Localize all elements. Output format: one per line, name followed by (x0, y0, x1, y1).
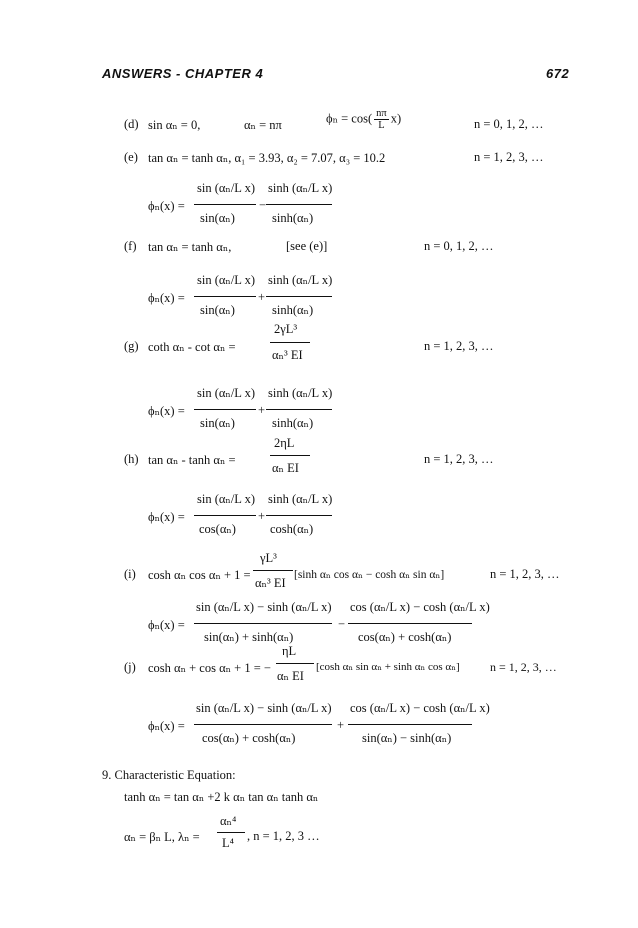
item-i-eq-lhs: cosh αₙ cos αₙ + 1 = (148, 568, 251, 582)
item-i-bar (253, 570, 293, 571)
problem9-eq2-num: αₙ⁴ (220, 814, 237, 828)
item-d-eq2: αₙ = nπ (244, 118, 282, 132)
item-d-phi-rhs: x) (390, 111, 402, 126)
phi-h-lhs: ϕₙ(x) = (148, 510, 185, 524)
item-i-range: n = 1, 2, 3, … (490, 567, 560, 581)
phi-e-num1: sin (αₙ/L x) (197, 181, 256, 195)
item-j-bar (276, 663, 314, 664)
page-header-title: ANSWERS - CHAPTER 4 (102, 66, 264, 81)
item-g-range: n = 1, 2, 3, … (424, 339, 494, 353)
phi-g-bar2 (266, 409, 332, 410)
item-j-num: ηL (282, 644, 297, 658)
item-e-range: n = 1, 2, 3, … (474, 150, 544, 164)
phi-i-bar2 (348, 623, 472, 624)
item-f-range: n = 0, 1, 2, … (424, 239, 494, 253)
item-h-num: 2ηL (274, 436, 295, 450)
phi-i-lhs: ϕₙ(x) = (148, 618, 185, 632)
page-number: 672 (546, 66, 570, 81)
phi-e-bar2 (266, 204, 332, 205)
phi-g-lhs: ϕₙ(x) = (148, 404, 185, 418)
item-h-den: αₙ EI (272, 461, 299, 475)
phi-g-op: + (258, 403, 266, 417)
item-i-eq-rhs: [sinh αₙ cos αₙ − cosh αₙ sin αₙ] (294, 569, 445, 581)
phi-j-op: + (337, 718, 345, 732)
problem9-eq1: tanh αₙ = tan αₙ +2 k αₙ tan αₙ tanh αₙ (124, 790, 319, 804)
phi-e-den2: sinh(αₙ) (272, 211, 314, 225)
phi-f-op: + (258, 290, 266, 304)
item-f-eq: tan αₙ = tanh αₙ, (148, 240, 232, 254)
item-g-bar (270, 342, 310, 343)
phi-f-lhs: ϕₙ(x) = (148, 291, 185, 305)
phi-i-num1: sin (αₙ/L x) − sinh (αₙ/L x) (196, 600, 332, 614)
phi-j-den2: sin(αₙ) − sinh(αₙ) (362, 731, 452, 745)
problem9-eq2-lhs: αₙ = βₙ L, λₙ = (124, 830, 200, 844)
item-j-den: αₙ EI (277, 669, 304, 683)
phi-f-den1: sin(αₙ) (200, 303, 235, 317)
phi-i-den1: sin(αₙ) + sinh(αₙ) (204, 630, 294, 644)
phi-f-bar2 (266, 296, 332, 297)
phi-h-bar2 (266, 515, 332, 516)
item-f-label: (f) (124, 239, 137, 253)
phi-h-den1: cos(αₙ) (199, 522, 236, 536)
phi-j-num2: cos (αₙ/L x) − cosh (αₙ/L x) (350, 701, 490, 715)
phi-f-num2: sinh (αₙ/L x) (268, 273, 333, 287)
phi-g-num1: sin (αₙ/L x) (197, 386, 256, 400)
problem9-title: 9. Characteristic Equation: (102, 768, 236, 782)
item-i-label: (i) (124, 567, 136, 581)
item-j-eq-rhs: [cosh αₙ sin αₙ + sinh αₙ cos αₙ] (316, 661, 460, 673)
phi-h-num2: sinh (αₙ/L x) (268, 492, 333, 506)
item-h-bar (270, 455, 310, 456)
item-d-phi-num: nπ (376, 108, 387, 119)
phi-f-den2: sinh(αₙ) (272, 303, 314, 317)
item-d-range: n = 0, 1, 2, … (474, 117, 544, 131)
item-d-label: (d) (124, 117, 139, 131)
item-g-label: (g) (124, 339, 139, 353)
phi-g-num2: sinh (αₙ/L x) (268, 386, 333, 400)
phi-f-bar1 (194, 296, 256, 297)
phi-i-op: − (338, 617, 346, 631)
item-d-eq1: sin αₙ = 0, (148, 118, 201, 132)
phi-e-bar1 (194, 204, 256, 205)
phi-i-bar1 (194, 623, 332, 624)
phi-j-bar1 (194, 724, 332, 725)
item-j-label: (j) (124, 660, 136, 674)
item-h-label: (h) (124, 452, 139, 466)
item-d-phi-lhs: ϕₙ = cos( (326, 111, 373, 126)
item-h-range: n = 1, 2, 3, … (424, 452, 494, 466)
phi-f-num1: sin (αₙ/L x) (197, 273, 256, 287)
phi-i-num2: cos (αₙ/L x) − cosh (αₙ/L x) (350, 600, 490, 614)
phi-e-lhs: ϕₙ(x) = (148, 199, 185, 213)
phi-h-bar1 (194, 515, 256, 516)
item-h-eq: tan αₙ - tanh αₙ = (148, 453, 236, 467)
item-d-phi-frac (374, 108, 389, 131)
item-j-eq-lhs: cosh αₙ + cos αₙ + 1 = − (148, 661, 271, 675)
phi-j-lhs: ϕₙ(x) = (148, 719, 185, 733)
phi-i-den2: cos(αₙ) + cosh(αₙ) (358, 630, 452, 644)
problem9-eq2-bar (217, 832, 245, 833)
item-d-phi (326, 108, 401, 131)
phi-g-bar1 (194, 409, 256, 410)
phi-g-den1: sin(αₙ) (200, 416, 235, 430)
item-d-phi-den: L (378, 120, 385, 131)
phi-j-den1: cos(αₙ) + cosh(αₙ) (202, 731, 296, 745)
phi-j-bar2 (348, 724, 472, 725)
item-j-range: n = 1, 2, 3, … (490, 660, 557, 674)
problem9-eq2-rhs: , n = 1, 2, 3 … (247, 829, 320, 843)
item-i-den: αₙ³ EI (255, 576, 286, 590)
item-e-label: (e) (124, 150, 138, 164)
phi-e-num2: sinh (αₙ/L x) (268, 181, 333, 195)
phi-h-den2: cosh(αₙ) (270, 522, 314, 536)
phi-e-op: − (259, 198, 267, 212)
item-g-eq: coth αₙ - cot αₙ = (148, 340, 236, 354)
item-i-num: γL³ (260, 551, 277, 565)
phi-j-num1: sin (αₙ/L x) − sinh (αₙ/L x) (196, 701, 332, 715)
item-e-eq: tan αₙ = tanh αₙ, α₁ = 3.93, α₂ = 7.07, α₃ = 10.2 (148, 151, 386, 165)
item-g-num: 2γL³ (274, 322, 298, 336)
item-f-note: [see (e)] (286, 239, 328, 253)
phi-h-num1: sin (αₙ/L x) (197, 492, 256, 506)
phi-g-den2: sinh(αₙ) (272, 416, 314, 430)
item-g-den: αₙ³ EI (272, 348, 303, 362)
problem9-eq2-den: L⁴ (222, 836, 234, 850)
phi-e-den1: sin(αₙ) (200, 211, 235, 225)
phi-h-op: + (258, 509, 266, 523)
